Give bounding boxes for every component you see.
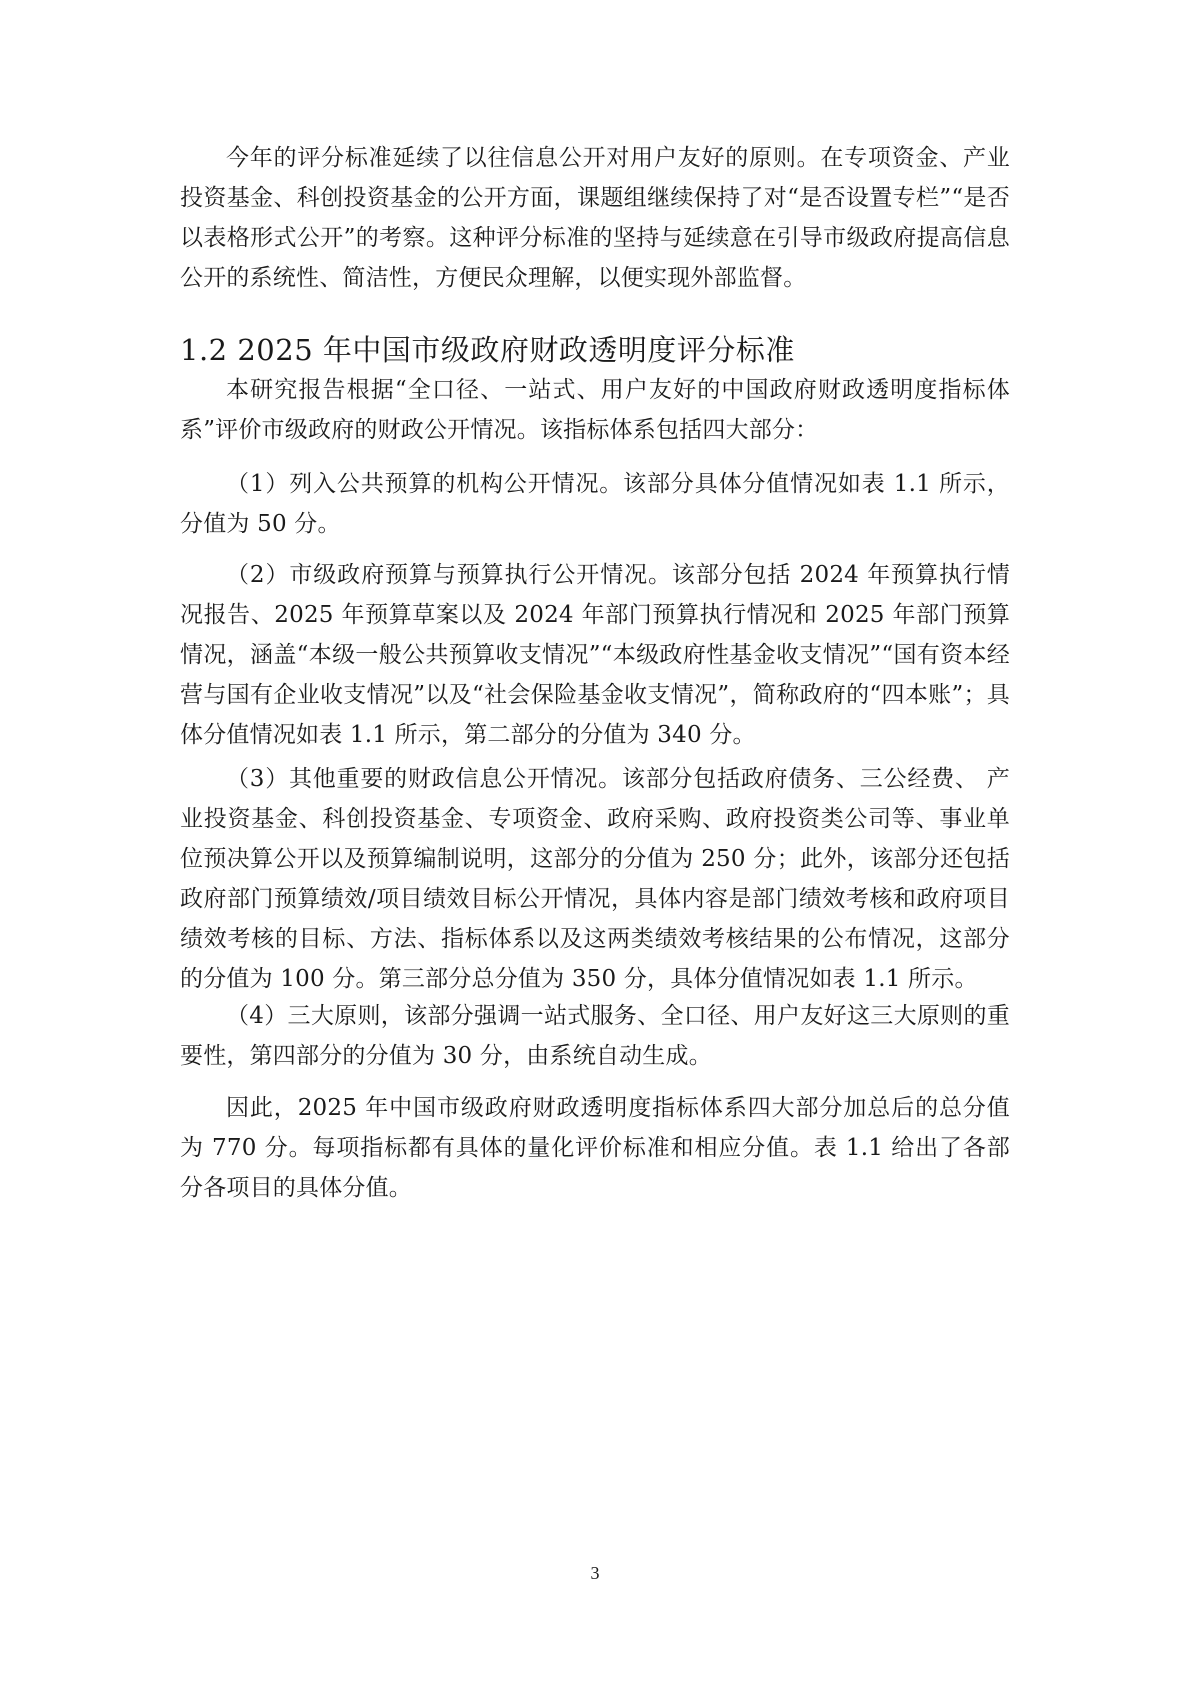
paragraph-part-3: （3）其他重要的财政信息公开情况。该部分包括政府债务、三公经费、 产业投资基金、科创投资基金、专项资金、政府采购、政府投资类公司等、事业单位预决算公开以及预算编制说明，这部分的分值为 250 分；此外，该部分还包括政府部门预算绩效/项目绩效目标公开情况，具体内容是部门绩效考核和政府项目绩效考核的目标、方法、指标体系以及这两类绩效考核结果的公布情况，这部分的分值为 100 分。第三部分总分值为 350 分，具体分值情况如表 1.1 所示。	[180, 766, 1010, 992]
paragraph-framework: 本研究报告根据“全口径、一站式、用户友好的中国政府财政透明度指标体系”评价市级政府的财政公开情况。该指标体系包括四大部分：	[180, 377, 1010, 443]
paragraph-part-2: （2）市级政府预算与预算执行公开情况。该部分包括 2024 年预算执行情况报告、2025 年预算草案以及 2024 年部门预算执行情况和 2025 年部门预算情况，涵盖“本级一般公共预算收支情况”“本级政府性基金收支情况”“国有资本经营与国有企业收支情况”以及“社会保险基金收支情况”，简称政府的“四本账”；具体分值情况如表 1.1 所示，第二部分的分值为 340 分。	[180, 562, 1010, 748]
paragraph-part-4: （4）三大原则，该部分强调一站式服务、全口径、用户友好这三大原则的重要性，第四部分的分值为 30 分，由系统自动生成。	[180, 1003, 1010, 1069]
paragraph-summary: 因此，2025 年中国市级政府财政透明度指标体系四大部分加总后的总分值为 770 分。每项指标都有具体的量化评价标准和相应分值。表 1.1 给出了各部分各项目的具体分值。	[180, 1095, 1010, 1201]
paragraph-intro: 今年的评分标准延续了以往信息公开对用户友好的原则。在专项资金、产业投资基金、科创投资基金的公开方面，课题组继续保持了对“是否设置专栏”“是否以表格形式公开”的考察。这种评分标准的坚持与延续意在引导市级政府提高信息公开的系统性、简洁性，方便民众理解，以便实现外部监督。	[180, 145, 1010, 291]
page-number: 3	[590, 1563, 600, 1583]
section-heading: 1.2 2025 年中国市级政府财政透明度评分标准	[180, 333, 795, 367]
paragraph-part-1: （1）列入公共预算的机构公开情况。该部分具体分值情况如表 1.1 所示，分值为 50 分。	[180, 471, 1010, 537]
